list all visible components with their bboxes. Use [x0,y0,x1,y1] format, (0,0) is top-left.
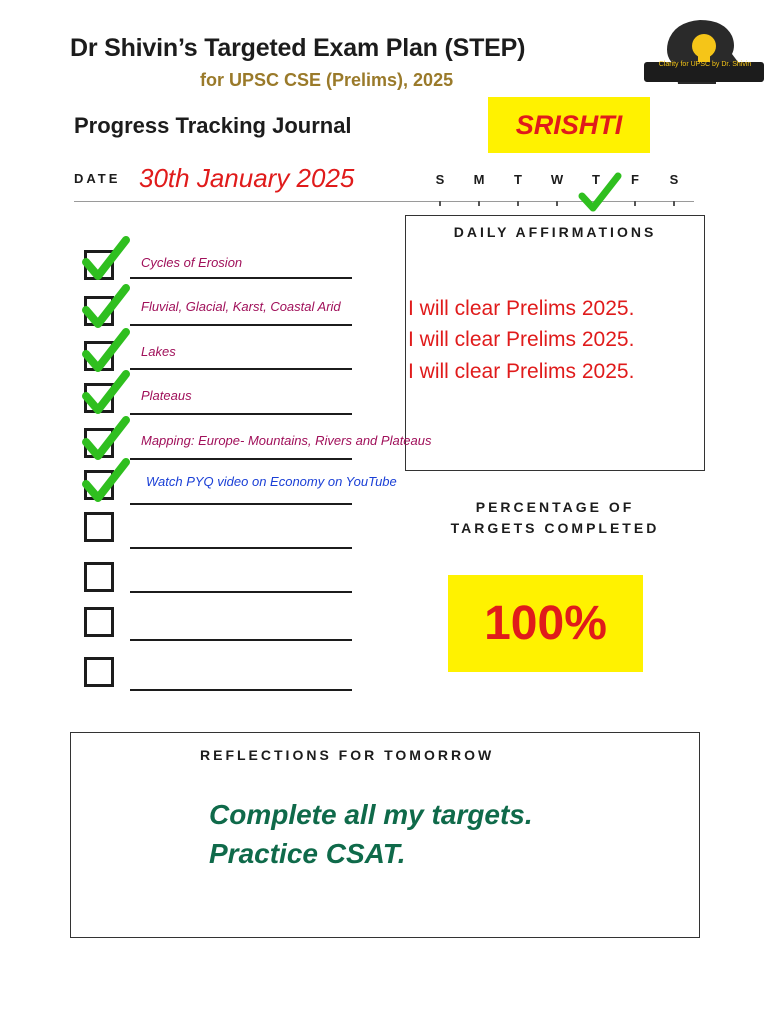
checkmark-icon [80,368,132,416]
task-checkbox[interactable] [84,562,114,592]
day-saturday: S [669,172,679,187]
day-tuesday: T [514,172,522,187]
affirmation-line: I will clear Prelims 2025. [408,328,635,351]
day-tick [439,201,441,206]
percentage-label-line1: PERCENTAGE OF [475,499,635,515]
date-value: 30th January 2025 [139,163,355,193]
task-underline [130,368,352,370]
day-wednesday: W [550,172,564,187]
affirmation-line: I will clear Prelims 2025. [408,360,635,383]
task-checkbox[interactable] [84,657,114,687]
journal-heading: Progress Tracking Journal [74,113,352,138]
name-badge [488,97,650,153]
task-text: Cycles of Erosion [141,255,243,270]
task-underline [130,503,352,505]
task-underline [130,591,352,593]
day-tick [673,201,675,206]
checkmark-icon [80,326,132,374]
page-title: Dr Shivin’s Targeted Exam Plan (STEP) [70,34,526,62]
student-name: SRISHTI [515,109,623,140]
day-monday: M [473,172,485,187]
checkmark-icon [80,282,132,330]
day-tick [517,201,519,206]
day-tick [634,201,636,206]
checkmark-icon [80,414,132,462]
task-underline [130,639,352,641]
task-underline [130,547,352,549]
day-friday: F [631,172,639,187]
task-text: Lakes [141,344,176,359]
checkmark-icon [80,456,132,504]
task-checkbox[interactable] [84,512,114,542]
day-checkmark-icon [578,170,622,214]
reflection-line: Complete all my targets. [209,799,533,830]
task-text: Fluvial, Glacial, Karst, Coastal Arid [141,299,341,314]
task-underline [130,413,352,415]
task-underline [130,689,352,691]
task-underline [130,277,352,279]
lightbulb-logo-icon [640,16,768,88]
page-subtitle: for UPSC CSE (Prelims), 2025 [200,70,454,90]
task-text: Watch PYQ video on Economy on YouTube [146,474,397,489]
percentage-label-line2: TARGETS COMPLETED [450,520,660,536]
task-text: Mapping: Europe- Mountains, Rivers and Plateaus [141,433,432,448]
checkmark-icon [80,234,132,282]
percentage-badge [448,575,643,672]
affirmations-title: DAILY AFFIRMATIONS [453,224,657,240]
percentage-value: 100% [484,597,607,650]
date-label: DATE [74,171,121,186]
task-underline [130,458,352,460]
reflection-line: Practice CSAT. [209,838,406,869]
day-thursday: T [592,172,600,187]
day-tick [478,201,480,206]
task-text: Plateaus [141,388,192,403]
day-sunday: S [435,172,445,187]
day-tick [556,201,558,206]
reflections-title: REFLECTIONS FOR TOMORROW [200,747,495,763]
logo-caption: Clarity for UPSC by Dr. Shivin [658,61,752,68]
task-underline [130,324,352,326]
affirmation-line: I will clear Prelims 2025. [408,297,635,320]
task-checkbox[interactable] [84,607,114,637]
